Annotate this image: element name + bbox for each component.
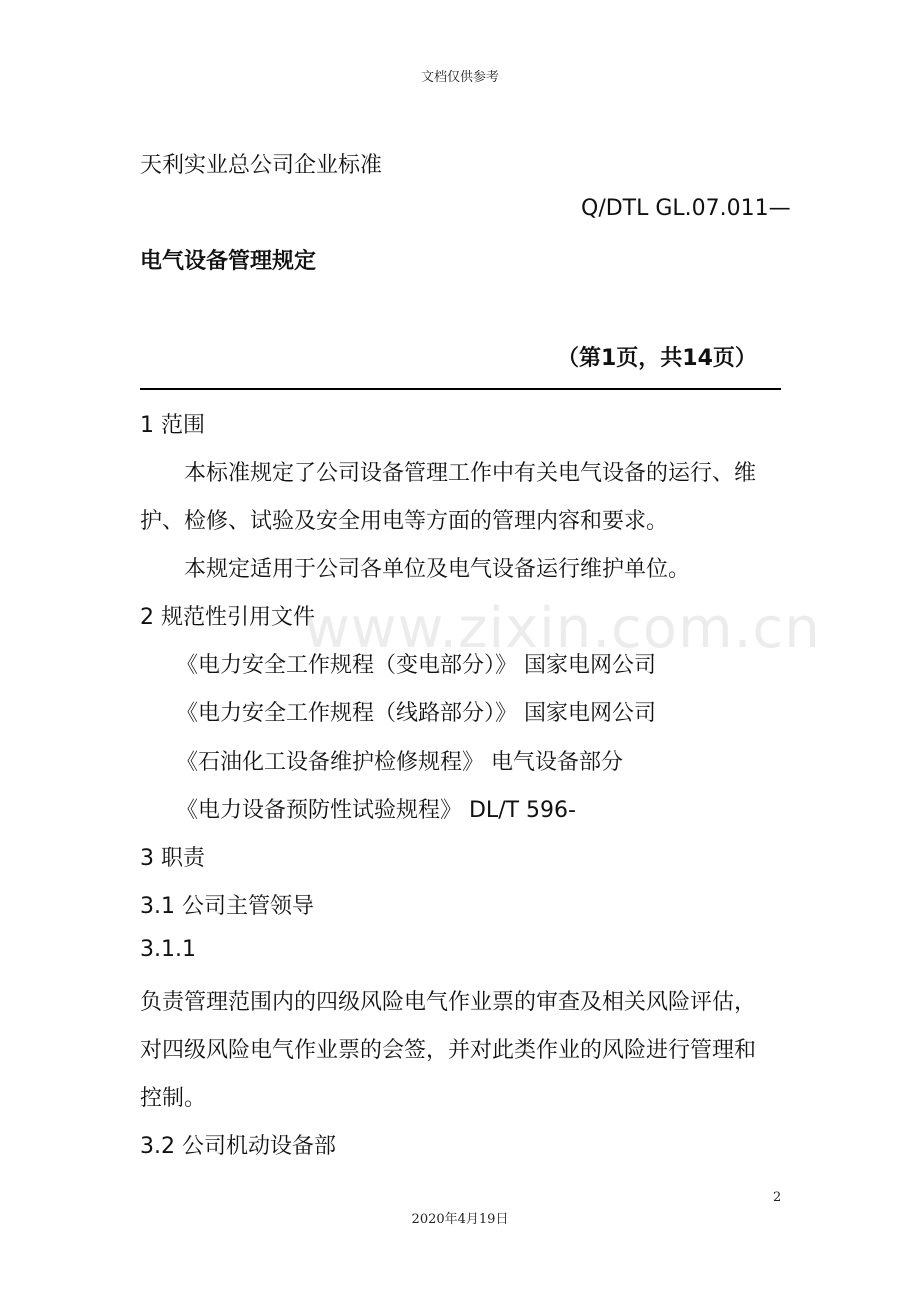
section-1-para2: 本规定适用于公司各单位及电气设备运行维护单位。 — [184, 557, 691, 582]
reference-item: 《电力安全工作规程（变电部分）》 国家电网公司 — [176, 653, 656, 678]
reference-item: 《电力设备预防性试验规程》 DL/T 596- — [176, 798, 576, 823]
watermark-text: www.zixin.com.cn — [304, 596, 821, 661]
clause-3-1-1-line: 负责管理范围内的四级风险电气作业票的审查及相关风险评估， — [140, 990, 757, 1015]
standard-code: Q/DTL GL.07.011— — [581, 196, 791, 221]
reference-item: 《电力安全工作规程（线路部分）》 国家电网公司 — [176, 701, 656, 726]
clause-3-1-1-number: 3.1.1 — [140, 937, 196, 962]
document-title: 电气设备管理规定 — [140, 249, 317, 274]
section-2-heading: 2 规范性引用文件 — [140, 605, 315, 630]
subsection-3-2-heading: 3.2 公司机动设备部 — [140, 1134, 336, 1159]
reference-item: 《石油化工设备维护检修规程》 电气设备部分 — [176, 750, 623, 775]
clause-3-1-1-line: 对四级风险电气作业票的会签，并对此类作业的风险进行管理和 — [140, 1038, 757, 1063]
section-1-para1-line1: 本标准规定了公司设备管理工作中有关电气设备的运行、维 — [184, 461, 757, 486]
page-info: （第1页，共14页） — [557, 346, 757, 371]
subsection-3-1-heading: 3.1 公司主管领导 — [140, 894, 314, 919]
header-rule — [140, 388, 781, 390]
page-number: 2 — [773, 1190, 782, 1205]
section-1-para1-line2: 护、检修、试验及安全用电等方面的管理内容和要求。 — [140, 509, 669, 534]
footer-date: 2020年4月19日 — [411, 1212, 509, 1227]
section-3-heading: 3 职责 — [140, 846, 205, 871]
company-standard: 天利实业总公司企业标准 — [140, 153, 383, 178]
section-1-heading: 1 范围 — [140, 413, 205, 438]
page-header: 文档仅供参考 — [420, 70, 499, 85]
clause-3-1-1-line: 控制。 — [140, 1086, 207, 1111]
